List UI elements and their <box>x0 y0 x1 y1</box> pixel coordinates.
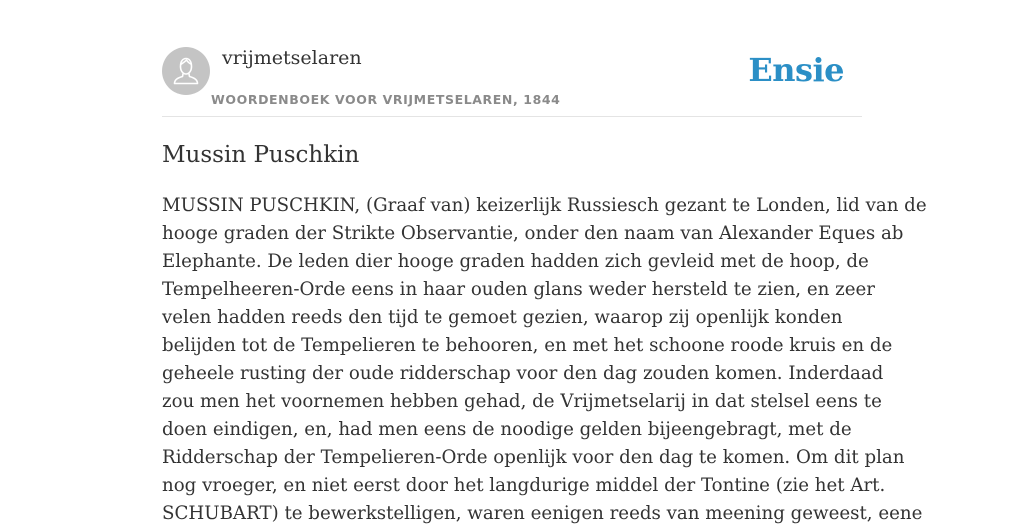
article-body <box>162 192 927 528</box>
body-line: SCHUBART) te bewerkstelligen, waren eenigen reeds van meening geweest, eene <box>162 503 923 524</box>
body-line: doen eindigen, en, had men eens de noodige gelden bijeengebragt, met de <box>162 419 852 440</box>
body-line: Ridderschap der Tempelieren-Orde openlijk voor den dag te komen. Om dit plan <box>162 447 905 468</box>
body-line: belijden tot de Tempelieren te behooren, en met het schoone roode kruis en de <box>162 335 893 356</box>
author-name[interactable]: vrijmetselaren <box>222 47 362 69</box>
body-line: Elephante. De leden dier hooge graden hadden zich gevleid met de hoop, de <box>162 251 869 272</box>
page-title: Mussin Puschkin <box>162 142 360 168</box>
body-line: Tempelheeren-Orde eens in haar ouden glans weder hersteld te zien, en zeer <box>162 279 875 300</box>
author-avatar[interactable] <box>162 47 210 95</box>
user-silhouette-icon <box>162 47 210 95</box>
body-line: hooge graden der Strikte Observantie, onder den naam van Alexander Eques ab <box>162 223 904 244</box>
body-line: geheele rusting der oude ridderschap voor den dag zouden komen. Inderdaad <box>162 363 884 384</box>
body-line: nog vroeger, en niet eerst door het langdurige middel der Tontine (zie het Art. <box>162 475 886 496</box>
article-header <box>162 0 862 117</box>
ensie-logo[interactable]: Ensie <box>748 51 844 89</box>
body-line: zou men het voornemen hebben gehad, de Vrijmetselarij in dat stelsel eens te <box>162 391 882 412</box>
body-line: MUSSIN PUSCHKIN, (Graaf van) keizerlijk Russiesch gezant te Londen, lid van de <box>162 195 927 216</box>
body-line: velen hadden reeds den tijd te gemoet gezien, waarop zij openlijk konden <box>162 307 843 328</box>
source-label[interactable]: WOORDENBOEK VOOR VRIJMETSELAREN, 1844 <box>211 92 561 107</box>
